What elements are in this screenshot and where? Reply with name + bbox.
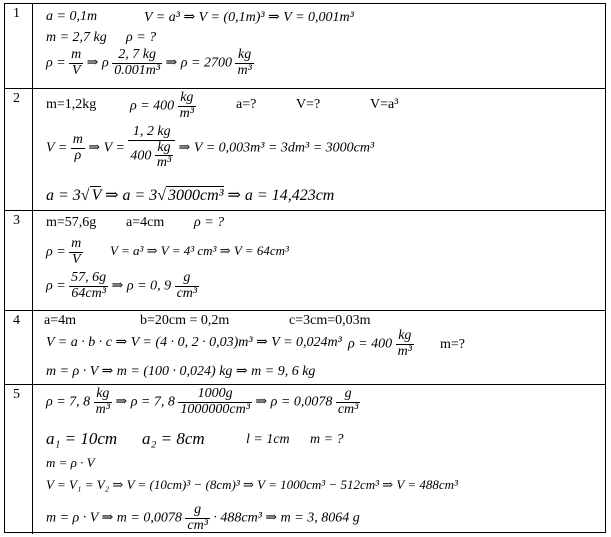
row-number-cell	[5, 211, 33, 310]
unknown-side: a=?	[236, 97, 257, 112]
row-number: 3	[13, 213, 20, 228]
unknown-density: ρ = ?	[126, 30, 157, 45]
table-row	[5, 211, 605, 311]
table-row	[5, 89, 605, 211]
row-number-cell	[5, 89, 33, 210]
volume-equation: V = a³ ⇒ V = (0,1m)³ ⇒ V = 0,001m³	[144, 10, 354, 25]
solutions-table	[4, 3, 606, 533]
given-b: b=20cm = 0,2m	[140, 313, 230, 328]
given-side: a=4cm	[126, 215, 165, 230]
density-conversion: ρ = 7, 8 $\frac{kg}{\text{m³}}$ ⇒ ρ = 7, 8 $\frac{1000g}{\text{1000000cm³}}$ ⇒ ρ = 0,0078 $\frac{g}{\text{cm³}}$	[46, 386, 359, 417]
volume-equation: V = V₁ = V₂ ⇒ V = (10cm)³ − (8cm)³ ⇒ V = 1000cm³ − 512cm³ ⇒ V = 488cm³	[46, 477, 458, 492]
given-c: c=3cm=0,03m	[289, 313, 371, 328]
given-a: a=4m	[44, 313, 76, 328]
row-number: 4	[13, 313, 20, 328]
solution-cell	[34, 211, 605, 310]
unknown-mass: m=?	[440, 337, 465, 352]
solution-cell	[34, 4, 605, 88]
table-row	[5, 4, 605, 89]
given-mass: m = 2,7 kg	[46, 30, 107, 45]
solution-cell	[34, 89, 605, 210]
unknown-volume: V=?	[296, 97, 321, 112]
density-result: ρ = $\frac{57, 6g}{\text{64cm³}}$ ⇒ ρ = 0, 9 $\frac{g}{\text{cm³}}$	[46, 270, 198, 301]
given-a1: a₁ = 10cm	[46, 429, 118, 448]
table-row	[5, 311, 605, 385]
unknown-density: ρ = ?	[194, 215, 225, 230]
given-density: ρ = 400 $\frac{kg}{\text{m³}}$	[130, 90, 194, 121]
unknown-mass: m = ?	[310, 432, 344, 447]
row-number-cell	[5, 4, 33, 88]
density-formula: ρ = $\frac{m}{V}$	[46, 236, 82, 267]
volume-equation: V = $\frac{m}{\rho}$ ⇒ V = 1, 2 kg 400 $\frac{kg}{\text{m³}}$ ⇒ V = 0,003m³ = 3dm³ = 3000cm³	[46, 124, 375, 171]
mass-result: m = ρ · V ⇒ m = 0,0078 $\frac{g}{\text{cm³}}$ · 488cm³ ⇒ m = 3, 8064 g	[46, 502, 360, 533]
mass-equation: m = ρ · V ⇒ m = (100 · 0,024) kg ⇒ m = 9, 6 kg	[46, 364, 316, 379]
given-mass: m=57,6g	[46, 215, 97, 230]
solution-cell	[34, 385, 605, 534]
volume-equation: V = a · b · c ⇒ V = (4 · 0, 2 · 0,03)m³ ⇒ V = 0,024m³	[46, 335, 342, 350]
solution-cell	[34, 311, 605, 384]
given-density: ρ = 400 $\frac{kg}{\text{m³}}$	[348, 328, 412, 359]
row-number-cell	[5, 311, 33, 384]
row-number-cell	[5, 385, 33, 534]
given-a2: a₂ = 8cm	[142, 429, 205, 448]
volume-formula: V=a³	[370, 97, 399, 112]
given-mass: m=1,2kg	[46, 97, 97, 112]
given-side: a = 0,1m	[46, 9, 98, 24]
side-root-equation: a = 3√ V ⇒ a = 3√ 3000cm³ ⇒ a = 14,423cm	[46, 187, 335, 204]
mass-formula: m = ρ · V	[46, 455, 95, 470]
row-number: 1	[13, 6, 20, 21]
given-l: l = 1cm	[246, 432, 290, 447]
table-row	[5, 385, 605, 534]
row-number: 2	[13, 91, 20, 106]
volume-equation: V = a³ ⇒ V = 4³ cm³ ⇒ V = 64cm³	[110, 243, 289, 258]
density-equation: ρ = $\frac{m}{V}$ ⇒ ρ $\frac{2, 7 kg}{\text{0.001m³}}$ ⇒ ρ = 2700 $\frac{kg}{\text{m³}}$	[46, 47, 252, 78]
row-number: 5	[13, 387, 20, 402]
